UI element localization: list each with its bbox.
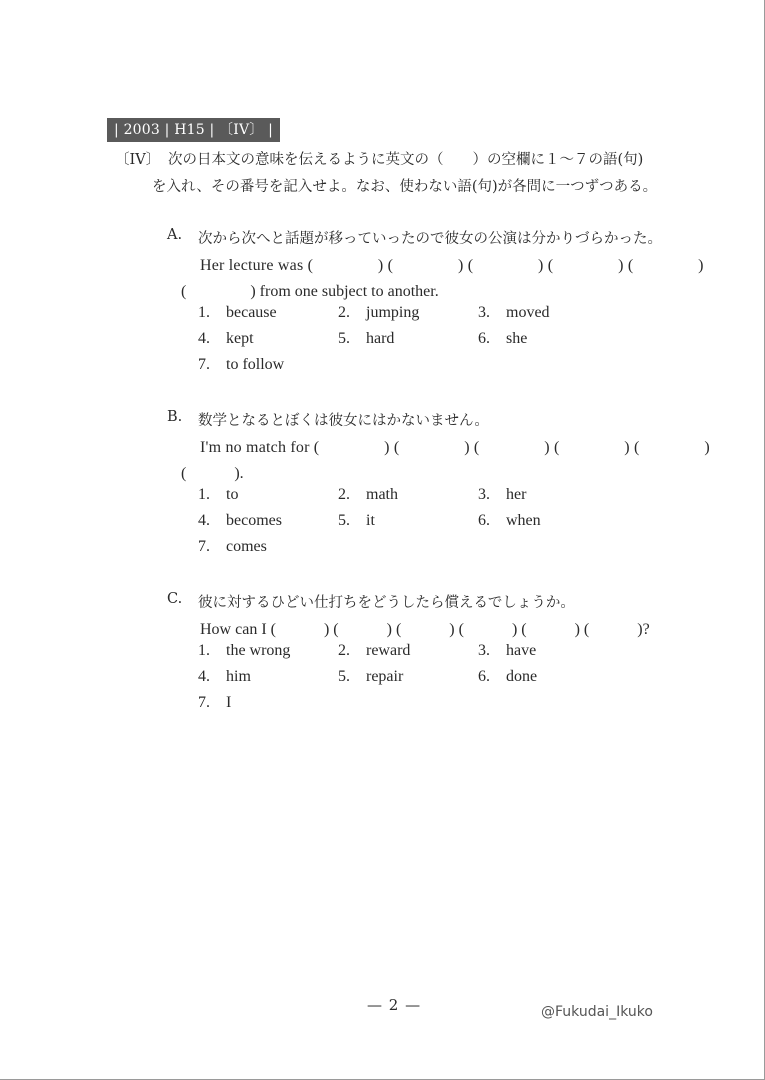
option-item: 5. repair [338,668,404,685]
option-item: 7. I [198,694,232,711]
option-item: 1. to [198,486,239,503]
question-english-line-1: How can I ( ) ( ) ( ) ( ) ( ) ( )? [200,621,650,638]
instruction-line-2: を入れ、その番号を記入せよ。なお、使わない語(句)が各問に一つずつある。 [152,179,658,195]
option-item: 3. have [478,642,537,659]
option-item: 6. done [478,668,538,685]
option-item: 3. her [478,486,527,503]
option-item: 1. the wrong [198,642,291,659]
page-number: — 2 — [367,996,422,1014]
option-item: 4. kept [198,330,254,347]
question-japanese: 次から次へと話題が移っていったので彼女の公演は分かりづらかった。 [198,231,662,247]
question-english-line-2: ( ). [181,465,244,482]
question-japanese: 彼に対するひどい仕打ちをどうしたら償えるでしょうか。 [198,595,575,611]
instruction-label: 〔IV〕 [115,152,161,168]
option-item: 6. when [478,512,541,529]
question-label: B. [167,409,183,425]
option-item: 5. hard [338,330,395,347]
instruction-line-1: 次の日本文の意味を伝えるように英文の（ ）の空欄に１〜７の語(句) [168,152,644,168]
option-item: 2. jumping [338,304,420,321]
year-badge: | 2003 | H15 | 〔IV〕 | [107,118,280,142]
option-item: 4. becomes [198,512,282,529]
question-label: A. [167,227,183,243]
option-item: 3. moved [478,304,550,321]
question-english-line-2: ( ) from one subject to another. [181,283,439,300]
option-item: 2. math [338,486,398,503]
option-item: 6. she [478,330,528,347]
question-english-line-1: I'm no match for ( ) ( ) ( ) ( ) ( ) [200,439,710,456]
question-japanese: 数学となるとぼくは彼女にはかないません。 [198,413,489,429]
option-item: 5. it [338,512,375,529]
option-item: 4. him [198,668,251,685]
credit-handle: @Fukudai_Ikuko [541,1004,653,1020]
option-item: 1. because [198,304,277,321]
question-label: C. [167,591,183,607]
option-item: 7. comes [198,538,267,555]
option-item: 2. reward [338,642,411,659]
option-item: 7. to follow [198,356,285,373]
question-english-line-1: Her lecture was ( ) ( ) ( ) ( ) ( ) [200,257,704,274]
